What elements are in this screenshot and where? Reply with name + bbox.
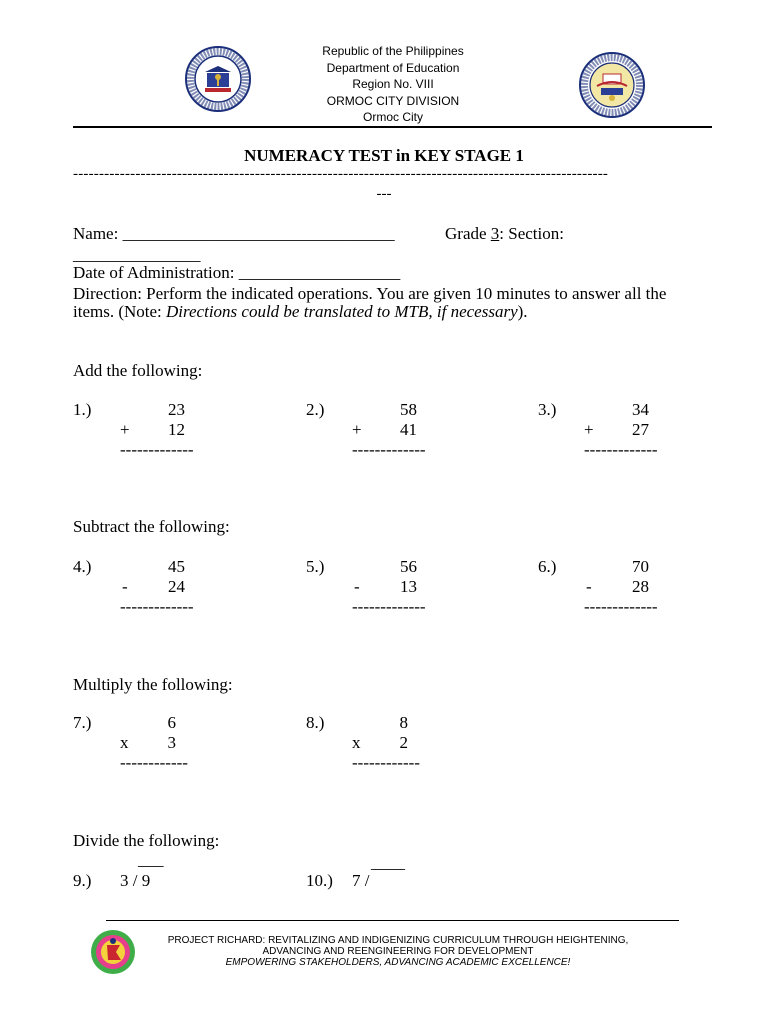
direction-text-b: ). [517, 302, 528, 321]
section-heading-divide: Divide the following: [73, 831, 220, 850]
problem-label: 4.) [73, 557, 92, 576]
operator-sign: + [120, 420, 130, 439]
problem-bottom-number: 24 [168, 577, 185, 596]
title-dash-separator: ------------------------------------------------------------------------------------------------------- [73, 166, 609, 182]
direction-text-a: items. (Note: [73, 302, 167, 321]
project-richard-logo-icon [90, 929, 136, 975]
answer-rule: ------------- [584, 440, 658, 459]
header-line-republic: Republic of the Philippines [322, 44, 464, 58]
section-heading-subtract: Subtract the following: [73, 517, 230, 536]
section-label: : Section: [499, 224, 564, 243]
section-heading-add: Add the following: [73, 361, 203, 380]
problem-bottom-number: 28 [632, 577, 649, 596]
answer-rule: ------------- [352, 440, 426, 459]
footer-rule [106, 920, 679, 921]
answer-rule: ------------- [584, 597, 658, 616]
problem-label: 8.) [306, 713, 325, 732]
division-bar: ____ [371, 853, 405, 872]
problem-top-number: 58 [400, 400, 417, 419]
page-title: NUMERACY TEST in KEY STAGE 1 [244, 146, 524, 165]
problem-bottom-number: 27 [632, 420, 649, 439]
problem-bottom-number: 2 [399, 733, 408, 752]
grade-prefix: Grade [445, 224, 491, 243]
division-expression: 3 / 9 [120, 871, 151, 890]
problem-label: 10.) [306, 871, 333, 890]
operator-sign: - [354, 577, 360, 596]
answer-rule: ------------- [352, 597, 426, 616]
problem-bottom-number: 41 [400, 420, 417, 439]
problem-top-number: 34 [632, 400, 649, 419]
operator-sign: + [352, 420, 362, 439]
problem-bottom-number: 13 [400, 577, 417, 596]
answer-rule: ------------ [352, 753, 420, 772]
header-line-division: ORMOC CITY DIVISION [326, 93, 460, 108]
operator-sign: + [584, 420, 594, 439]
problem-label: 1.) [73, 400, 92, 419]
answer-rule: ------------- [120, 440, 194, 459]
operator-sign: x [120, 733, 129, 752]
date-of-administration-field: Date of Administration: ___________________ [73, 263, 401, 282]
answer-rule: ------------ [120, 753, 188, 772]
division-bar: ___ [138, 850, 164, 869]
problem-bottom-number: 3 [167, 733, 176, 752]
direction-line-2 [73, 302, 528, 322]
problem-label: 2.) [306, 400, 325, 419]
header-line-city: Ormoc City [363, 110, 423, 124]
section-heading-multiply: Multiply the following: [73, 675, 233, 694]
header-block [250, 43, 536, 126]
problem-label: 3.) [538, 400, 557, 419]
direction-text-italic: Directions could be translated to MTB, if necessary [166, 302, 518, 321]
header-line-department: Department of Education [326, 60, 460, 75]
section-field-line: _______________ [73, 245, 201, 264]
grade-section-label [445, 224, 564, 244]
problem-top-number: 23 [168, 400, 185, 419]
problem-top-number: 45 [168, 557, 185, 576]
operator-sign: - [586, 577, 592, 596]
header-line-region: Region No. VIII [352, 77, 434, 91]
problem-top-number: 8 [399, 713, 408, 732]
problem-label: 7.) [73, 713, 92, 732]
problem-bottom-number: 12 [168, 420, 185, 439]
header-rule [73, 126, 712, 128]
name-field: Name: ________________________________ [73, 224, 395, 243]
problem-label: 5.) [306, 557, 325, 576]
footer-line-1: PROJECT RICHARD: REVITALIZING AND INDIGENIZING CURRICULUM THROUGH HEIGHTENING, [167, 935, 629, 946]
problem-top-number: 70 [632, 557, 649, 576]
direction-line-1: Direction: Perform the indicated operations. You are given 10 minutes to answer all the [73, 284, 667, 303]
problem-top-number: 56 [400, 557, 417, 576]
division-expression: 7 / [352, 871, 370, 890]
problem-top-number: 6 [167, 713, 176, 732]
operator-sign: x [352, 733, 361, 752]
footer-line-2: ADVANCING AND REENGINEERING FOR DEVELOPMENT [262, 946, 534, 957]
operator-sign: - [122, 577, 128, 596]
deped-seal-icon [185, 46, 251, 112]
title-dash-separator-tail: --- [376, 186, 392, 202]
answer-rule: ------------- [120, 597, 194, 616]
division-seal-icon [579, 52, 645, 118]
problem-label: 6.) [538, 557, 557, 576]
grade-value: 3 [490, 224, 500, 243]
problem-label: 9.) [73, 871, 92, 890]
footer-line-3: EMPOWERING STAKEHOLDERS, ADVANCING ACADEMIC EXCELLENCE! [225, 957, 571, 968]
